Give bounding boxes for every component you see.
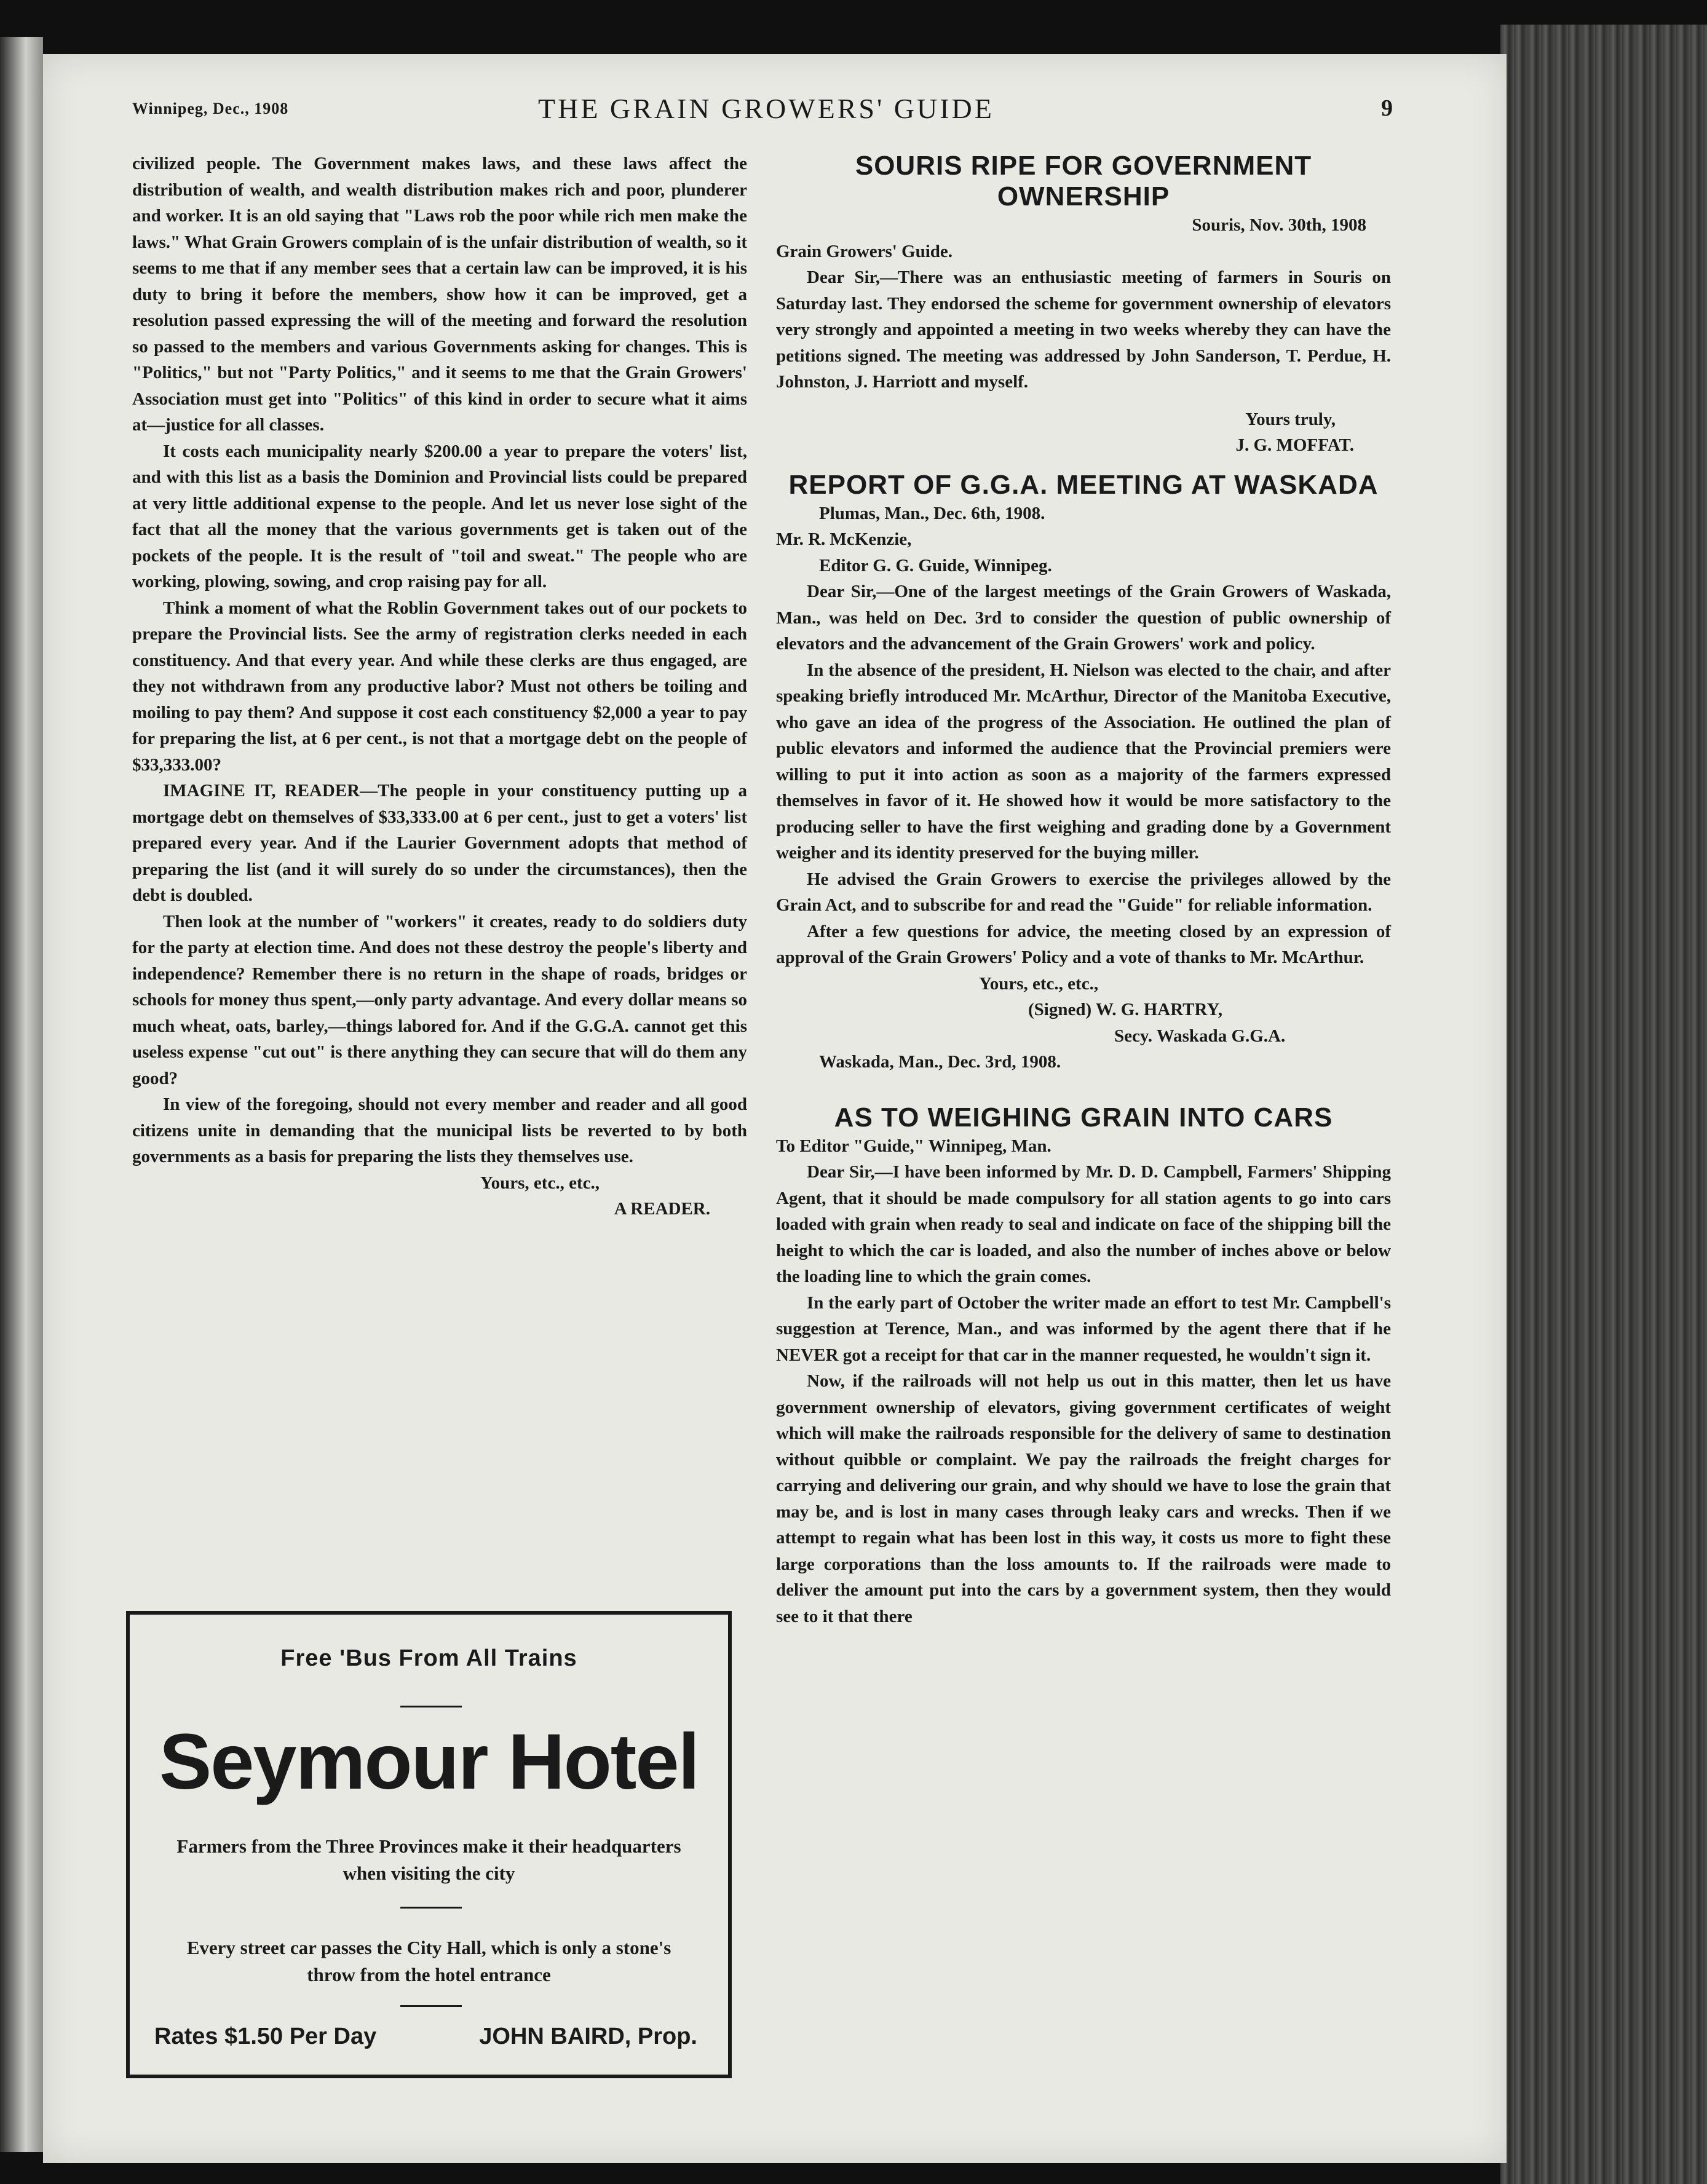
article-paragraph: Now, if the railroads will not help us out in this matter, then let us have government ownership of elevators, giving government certificates of weight which will make the railroads responsible for the delivery of same to destination without quibble or complaint. We pay the railroads the freight charges for carrying and delivering our grain, and why should we have to lose the grain that may be, and is lost in many cases through leaky cars and wrecks. Then if we attempt to regain what has been lost in this way, it costs us more to fight these large corporations than the loss amounts to. If the railroads were made to deliver the amount put into the cars by a government system, then they would see to it that there: [776, 1371, 1391, 1626]
spacer: [776, 395, 1391, 406]
page-header: [132, 92, 1393, 129]
left-paragraph: Think a moment of what the Roblin Government takes out of our pockets to prepare the Provincial lists. See the army of registration clerks needed in each constituency. And that every year. And while these clerks are thus engaged, are they not withdrawn from any productive labor? Must not others be toiling and moiling to pay them? And suppose it cost each constituency $2,000 a year to pay for preparing the list, at 6 per cent., is not that a mortgage debt on the people of $33,333.00?: [132, 598, 747, 775]
left-paragraph: civilized people. The Government makes laws, and these laws affect the distribution of wealth, and wealth distribution makes rich and poor, plunderer and worker. It is an old saying that "Laws rob the poor while rich men make the laws." What Grain Growers complain of is the unfair distribution of wealth, so it seems to me that if any member sees that a certain law can be improved, it is his duty to bring it before the members, show how it can be improved, get a resolution passed expressing the will of the meeting and forward the resolution so passed to the members and various Governments asking for changes. This is "Politics," but not "Party Politics," and it seems to me that the Grain Growers' Association must get into "Politics" of this kind in order to secure what it aims at—justice for all classes.: [132, 154, 747, 435]
right-column: [776, 151, 1391, 1629]
header-page-number: 9: [1381, 95, 1393, 121]
article-closing: Yours truly,: [1245, 409, 1336, 429]
ad-divider: [400, 1907, 462, 1909]
article-signature: (Signed) W. G. HARTRY,: [1028, 1000, 1222, 1019]
left-closing: Yours, etc., etc.,: [480, 1173, 600, 1193]
left-signature: A READER.: [614, 1199, 710, 1219]
ad-line-1: Farmers from the Three Provinces make it their headquarters when visiting the city: [176, 1835, 681, 1884]
article-addressee-title: Editor G. G. Guide, Winnipeg.: [819, 555, 1052, 576]
article-dateline: Plumas, Man., Dec. 6th, 1908.: [819, 503, 1045, 523]
article-addressee: Mr. R. McKenzie,: [776, 529, 912, 549]
article-paragraph: After a few questions for advice, the meeting closed by an expression of approval of the Grain Growers' Policy and a vote of thanks to Mr. McArthur.: [776, 921, 1391, 967]
article-paragraph: In the early part of October the writer made an effort to test Mr. Campbell's suggestion at Terence, Man., and was informed by the agent there that if he NEVER got a receipt for that car in the manner requested, he wouldn't sign it.: [776, 1292, 1391, 1365]
spacer: [776, 1075, 1391, 1102]
ad-rates: Rates $1.50 Per Day: [154, 2024, 377, 2049]
left-paragraph: In view of the foregoing, should not every member and reader and all good citizens unite in demanding that the municipal lists be reverted to by both governments as a basis for preparing the lists they themselves use.: [132, 1094, 747, 1166]
article-headline: SOURIS RIPE FOR GOVERNMENT OWNERSHIP: [855, 151, 1312, 212]
spacer: [776, 459, 1391, 470]
ad-hotel-name: Seymour Hotel: [159, 1718, 699, 1806]
ad-divider: [400, 2005, 462, 2007]
article-paragraph: Dear Sir,—I have been informed by Mr. D. D. Campbell, Farmers' Shipping Agent, that it should be made compulsory for all station agents to go into cars loaded with grain when ready to seal and indicate on face of the shipping bill the height to which the car is loaded, and also the number of inches above or below the loading line to which the grain comes.: [776, 1162, 1391, 1286]
article-footer-date: Waskada, Man., Dec. 3rd, 1908.: [819, 1052, 1061, 1072]
ad-divider: [400, 1706, 462, 1707]
article-signature-title: Secy. Waskada G.G.A.: [1114, 1026, 1286, 1046]
left-paragraph: IMAGINE IT, READER—The people in your constituency putting up a mortgage debt on themselves of $33,333.00 at 6 per cent., just to get a voters' list prepared every year. And if the Laurier Government adopts that method of preparing the list (and it will surely do so under the circumstances), then the debt is doubled.: [132, 781, 747, 905]
article-salutation-to: Grain Growers' Guide.: [776, 241, 953, 261]
ad-top-line: Free 'Bus From All Trains: [280, 1645, 577, 1671]
left-column: [132, 151, 747, 1222]
ad-line-2: Every street car passes the City Hall, which is only a stone's throw from the hotel entrance: [186, 1937, 671, 1985]
article-signature: J. G. MOFFAT.: [1235, 435, 1354, 455]
article-to-line: To Editor "Guide," Winnipeg, Man.: [776, 1136, 1052, 1156]
article-headline: REPORT OF G.G.A. MEETING AT WASKADA: [788, 469, 1379, 500]
ad-proprietor: JOHN BAIRD, Prop.: [479, 2024, 697, 2049]
article-dateline: Souris, Nov. 30th, 1908: [1192, 215, 1366, 235]
left-paragraph: It costs each municipality nearly $200.00 a year to prepare the voters' list, and with this list as a basis the Dominion and Provincial lists could be prepared at very little additional expense to the people. And let us never lose sight of the fact that all the money that the various governments get is taken out of the pockets of the people. It is the result of "toil and sweat." The people who are working, plowing, sowing, and crop raising pay for all.: [132, 441, 747, 592]
header-title: THE GRAIN GROWERS' GUIDE: [538, 93, 994, 124]
article-body: Dear Sir,—There was an enthusiastic meeting of farmers in Souris on Saturday last. They endorsed the scheme for government ownership of elevators very strongly and appointed a meeting in two weeks whereby they can have the petitions signed. The meeting was addressed by John Sanderson, T. Perdue, H. Johnston, J. Harriott and myself.: [776, 267, 1391, 392]
article-paragraph: He advised the Grain Growers to exercise the privileges allowed by the Grain Act, and to subscribe for and read the "Guide" for reliable information.: [776, 869, 1391, 915]
article-paragraph: Dear Sir,—One of the largest meetings of the Grain Growers of Waskada, Man., was held on Dec. 3rd to consider the question of public ownership of elevators and the advancement of the Grain Growers' work and policy.: [776, 582, 1391, 654]
header-date: Winnipeg, Dec., 1908: [132, 100, 289, 117]
left-paragraph: Then look at the number of "workers" it creates, ready to do soldiers duty for the party at election time. And does not these destroy the people's liberty and independence? Remember there is no return in the shape of roads, bridges or schools for money thus spent,—only party advantage. And every dollar means so much wheat, oats, barley,—things labored for. And if the G.G.A. cannot get this useless expense "cut out" is there anything they can secure that will do them any good?: [132, 911, 747, 1088]
article-closing: Yours, etc., etc.,: [979, 973, 1099, 994]
seymour-hotel-advertisement: [126, 1611, 732, 2078]
article-headline: AS TO WEIGHING GRAIN INTO CARS: [834, 1102, 1333, 1133]
book-page-edges: [1500, 25, 1707, 2184]
book-gutter-left: [0, 37, 43, 2152]
article-paragraph: In the absence of the president, H. Nielson was elected to the chair, and after speaking briefly introduced Mr. McArthur, Director of the Manitoba Executive, who gave an idea of the progress of the Association. He outlined the plan of public elevators and informed the audience that the Provincial premiers were willing to put it into action as soon as a majority of the farmers expressed themselves in favor of it. He showed how it would be more satisfactory to the producing seller to have the first weighing and grading done by a Government weigher and its identity preserved for the buying miller.: [776, 660, 1391, 863]
